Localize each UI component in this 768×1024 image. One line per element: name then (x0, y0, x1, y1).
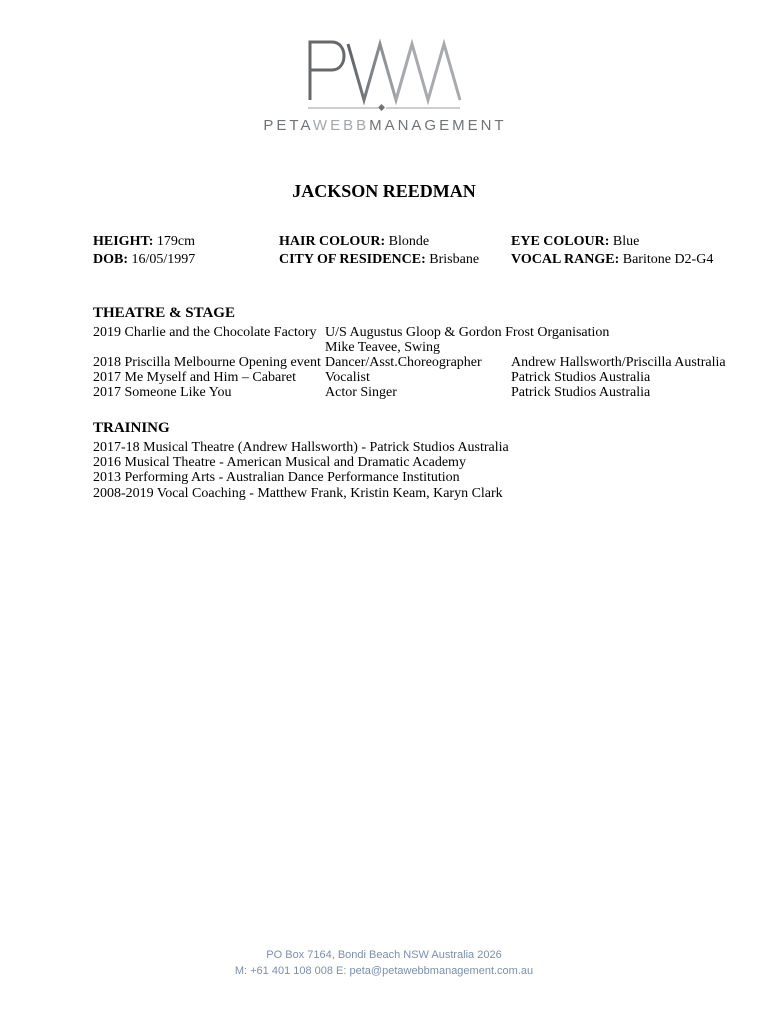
logo-wordmark (258, 117, 512, 134)
training-item: 2017-18 Musical Theatre (Andrew Hallsworth) - Patrick Studios Australia (93, 440, 509, 455)
footer-address: PO Box 7164, Bondi Beach NSW Australia 2026 (266, 949, 502, 961)
city-stat (279, 252, 479, 268)
city-label: CITY OF RESIDENCE: (279, 252, 426, 267)
performer-name: JACKSON REEDMAN (292, 181, 476, 201)
theatre-role: Actor Singer (325, 385, 397, 400)
theatre-role-continued: Mike Teavee, Swing (325, 340, 441, 355)
logo-word-management: MANAGEMENT (369, 117, 507, 134)
theatre-company: Andrew Hallsworth/Priscilla Australia (511, 355, 726, 370)
pwm-monogram-logo (304, 38, 464, 114)
eye-label: EYE COLOUR: (511, 234, 610, 249)
hair-stat (279, 234, 429, 250)
training-section-title: TRAINING (93, 420, 170, 436)
training-item: 2013 Performing Arts - Australian Dance Performance Institution (93, 470, 460, 485)
height-stat (93, 234, 195, 250)
vocal-value: Baritone D2-G4 (622, 252, 714, 267)
theatre-role: Dancer/Asst.Choreographer (325, 355, 482, 370)
footer-contact: M: +61 401 108 008 E: peta@petawebbmanagement.com.au (234, 965, 534, 977)
hair-label: HAIR COLOUR: (279, 234, 386, 249)
theatre-production: 2019 Charlie and the Chocolate Factory (93, 325, 317, 340)
dob-label: DOB: (93, 252, 128, 267)
hair-value: Blonde (388, 234, 430, 249)
theatre-company: Patrick Studios Australia (511, 370, 651, 385)
company-logo (258, 38, 512, 138)
height-value: 179cm (156, 234, 196, 249)
logo-word-peta: PETA (263, 117, 313, 134)
theatre-role: U/S Augustus Gloop & Gordon Frost Organisation (325, 325, 610, 340)
theatre-section-title: THEATRE & STAGE (93, 305, 235, 321)
training-item: 2016 Musical Theatre - American Musical and Dramatic Academy (93, 455, 466, 470)
theatre-production: 2017 Me Myself and Him – Cabaret (93, 370, 296, 385)
theatre-production: 2018 Priscilla Melbourne Opening event (93, 355, 321, 370)
height-label: HEIGHT: (93, 234, 154, 249)
theatre-production: 2017 Someone Like You (93, 385, 232, 400)
eye-stat (511, 234, 639, 250)
theatre-company: Patrick Studios Australia (511, 385, 651, 400)
vocal-label: VOCAL RANGE: (511, 252, 620, 267)
training-item: 2008-2019 Vocal Coaching - Matthew Frank, Kristin Keam, Karyn Clark (93, 486, 503, 501)
theatre-role: Vocalist (325, 370, 370, 385)
eye-value: Blue (612, 234, 640, 249)
city-value: Brisbane (429, 252, 480, 267)
dob-stat (93, 252, 195, 268)
dob-value: 16/05/1997 (131, 252, 196, 267)
vocal-stat (511, 252, 713, 268)
logo-word-webb: WEBB (312, 117, 370, 134)
